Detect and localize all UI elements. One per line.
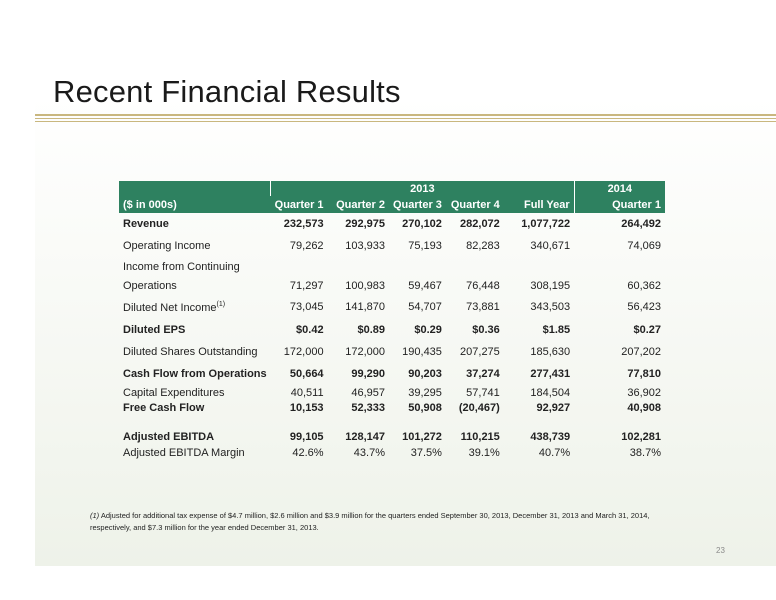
cell-value: 277,431 xyxy=(530,368,571,380)
cell-value: 75,193 xyxy=(408,240,442,252)
cell-value: 343,503 xyxy=(530,301,571,313)
cell-value: 74,069 xyxy=(627,240,661,252)
cell-value: 40,511 xyxy=(290,386,324,399)
cell-value: 172,000 xyxy=(283,346,324,358)
row-label: Cash Flow from Operations xyxy=(123,368,267,380)
cell-value: 184,504 xyxy=(530,386,571,399)
financial-results-table xyxy=(119,181,665,462)
cell-value: 73,045 xyxy=(289,301,324,313)
cell-value: 128,147 xyxy=(345,431,385,443)
cell-value: 103,933 xyxy=(345,240,385,252)
cell-value: 71,297 xyxy=(289,280,324,292)
cell-value: 172,000 xyxy=(345,346,385,358)
footnote xyxy=(90,510,650,534)
cell-value: $0.27 xyxy=(633,324,661,336)
cell-value: 43.7% xyxy=(353,446,385,459)
cell-value: 10,153 xyxy=(289,401,324,414)
row-label: Operating Income xyxy=(123,240,211,252)
cell-value: 59,467 xyxy=(408,280,442,292)
row-label: Capital Expenditures xyxy=(123,386,225,399)
cell-value: 270,102 xyxy=(402,218,442,230)
cell-value: 57,741 xyxy=(466,386,500,399)
col-header-q3-2013: Quarter 3 xyxy=(389,196,446,213)
cell-value: 264,492 xyxy=(621,218,661,230)
table-row-cash-flow-ops xyxy=(119,363,665,385)
cell-value: 207,202 xyxy=(621,346,661,358)
cell-value: 40,908 xyxy=(627,401,661,414)
footnote-ref: (1) xyxy=(216,300,226,308)
table-row-adj-ebitda xyxy=(119,415,665,443)
title-rule-3 xyxy=(35,121,776,122)
cell-value: 232,573 xyxy=(283,218,324,230)
cell-value: 92,927 xyxy=(536,401,571,414)
cell-value: 37,274 xyxy=(466,368,500,380)
cell-value: $0.29 xyxy=(414,324,442,336)
table-row-capex xyxy=(119,385,665,400)
page-number: 23 xyxy=(716,546,725,555)
cell-value: 308,195 xyxy=(530,280,571,292)
cell-value: $0.42 xyxy=(296,324,324,336)
row-label: Free Cash Flow xyxy=(123,401,205,414)
cell-value: 100,983 xyxy=(345,280,385,292)
row-label xyxy=(119,295,271,319)
cell-value: 76,448 xyxy=(466,280,500,292)
slide-title: Recent Financial Results xyxy=(53,74,401,109)
cell-value: 73,881 xyxy=(466,301,500,313)
cell-value: 282,072 xyxy=(460,218,500,230)
year-2013-header: 2013 xyxy=(271,181,574,196)
row-label-text: Diluted Net Income xyxy=(123,301,217,314)
cell-value: 56,423 xyxy=(627,301,661,313)
column-header-row xyxy=(119,196,665,213)
row-label-line2: Operations xyxy=(123,280,177,292)
table-row-diluted-eps xyxy=(119,319,665,341)
cell-value: 39.1% xyxy=(468,446,500,459)
row-label: Diluted Shares Outstanding xyxy=(123,346,258,358)
cell-value: 60,362 xyxy=(627,280,661,292)
title-rule-1 xyxy=(35,114,776,116)
footnote-mark: (1) xyxy=(90,511,100,520)
cell-value: $0.36 xyxy=(472,324,500,336)
cell-value: 37.5% xyxy=(410,446,442,459)
col-header-q1-2013: Quarter 1 xyxy=(271,196,328,213)
units-label: ($ in 000s) xyxy=(119,196,271,213)
row-label: Revenue xyxy=(123,218,169,230)
cell-value: 39,295 xyxy=(408,386,442,399)
cell-value: 90,203 xyxy=(408,368,442,380)
cell-value: 52,333 xyxy=(351,401,385,414)
cell-value: 207,275 xyxy=(460,346,500,358)
cell-value: 1,077,722 xyxy=(521,218,571,230)
row-label-line1: Income from Continuing xyxy=(123,261,240,273)
col-header-q2-2013: Quarter 2 xyxy=(328,196,389,213)
cell-value: (20,467) xyxy=(458,401,500,414)
cell-value: 40.7% xyxy=(538,446,571,459)
cell-value: 36,902 xyxy=(627,386,661,399)
cell-value: 190,435 xyxy=(402,346,442,358)
cell-value: 438,739 xyxy=(530,431,571,443)
cell-value: 185,630 xyxy=(530,346,571,358)
cell-value: 50,908 xyxy=(408,401,442,414)
cell-value: 38.7% xyxy=(629,446,661,459)
cell-value: 82,283 xyxy=(466,240,500,252)
row-label: Adjusted EBITDA xyxy=(123,431,215,443)
cell-value: 99,105 xyxy=(289,431,324,443)
cell-value: 110,215 xyxy=(460,431,500,443)
table-row-income-cont-ops-label xyxy=(119,257,665,277)
table-row-diluted-shares xyxy=(119,341,665,363)
table-row-adj-ebitda-margin xyxy=(119,443,665,462)
cell-value: $0.89 xyxy=(357,324,385,336)
row-label: Diluted EPS xyxy=(123,324,186,336)
col-header-q1-2014: Quarter 1 xyxy=(574,196,665,213)
cell-value: 141,870 xyxy=(345,301,385,313)
footnote-text-line1: Adjusted for additional tax expense of $4.7 million, $2.6 million and $3.9 million for the quarters ended September 30, 2013, December 31, 2013 and March 31, 2014, xyxy=(100,511,650,520)
footnote-text-line2: respectively, and $7.3 million for the year ended December 31, 2013. xyxy=(90,523,319,532)
row-label: Adjusted EBITDA Margin xyxy=(123,446,245,459)
cell-value: $1.85 xyxy=(542,324,571,336)
col-header-full-year-2013: Full Year xyxy=(504,196,574,213)
table-row-operating-income xyxy=(119,235,665,257)
header-blank-cell xyxy=(119,181,271,196)
cell-value: 50,664 xyxy=(289,368,324,380)
cell-value: 292,975 xyxy=(345,218,385,230)
cell-value: 102,281 xyxy=(621,431,661,443)
table-row-diluted-net-income xyxy=(119,295,665,319)
table-row-income-cont-ops xyxy=(119,277,665,295)
year-header-row xyxy=(119,181,665,196)
cell-value: 46,957 xyxy=(351,386,385,399)
table-row-free-cash-flow xyxy=(119,400,665,415)
cell-value: 340,671 xyxy=(530,240,571,252)
year-2014-header: 2014 xyxy=(574,181,665,196)
cell-value: 101,272 xyxy=(402,431,442,443)
table-row-revenue xyxy=(119,213,665,235)
cell-value: 42.6% xyxy=(292,446,324,459)
cell-value: 79,262 xyxy=(289,240,324,252)
col-header-q4-2013: Quarter 4 xyxy=(446,196,504,213)
title-rule-2 xyxy=(35,118,776,120)
cell-value: 54,707 xyxy=(408,301,442,313)
cell-value: 77,810 xyxy=(627,368,661,380)
cell-value: 99,290 xyxy=(351,368,385,380)
